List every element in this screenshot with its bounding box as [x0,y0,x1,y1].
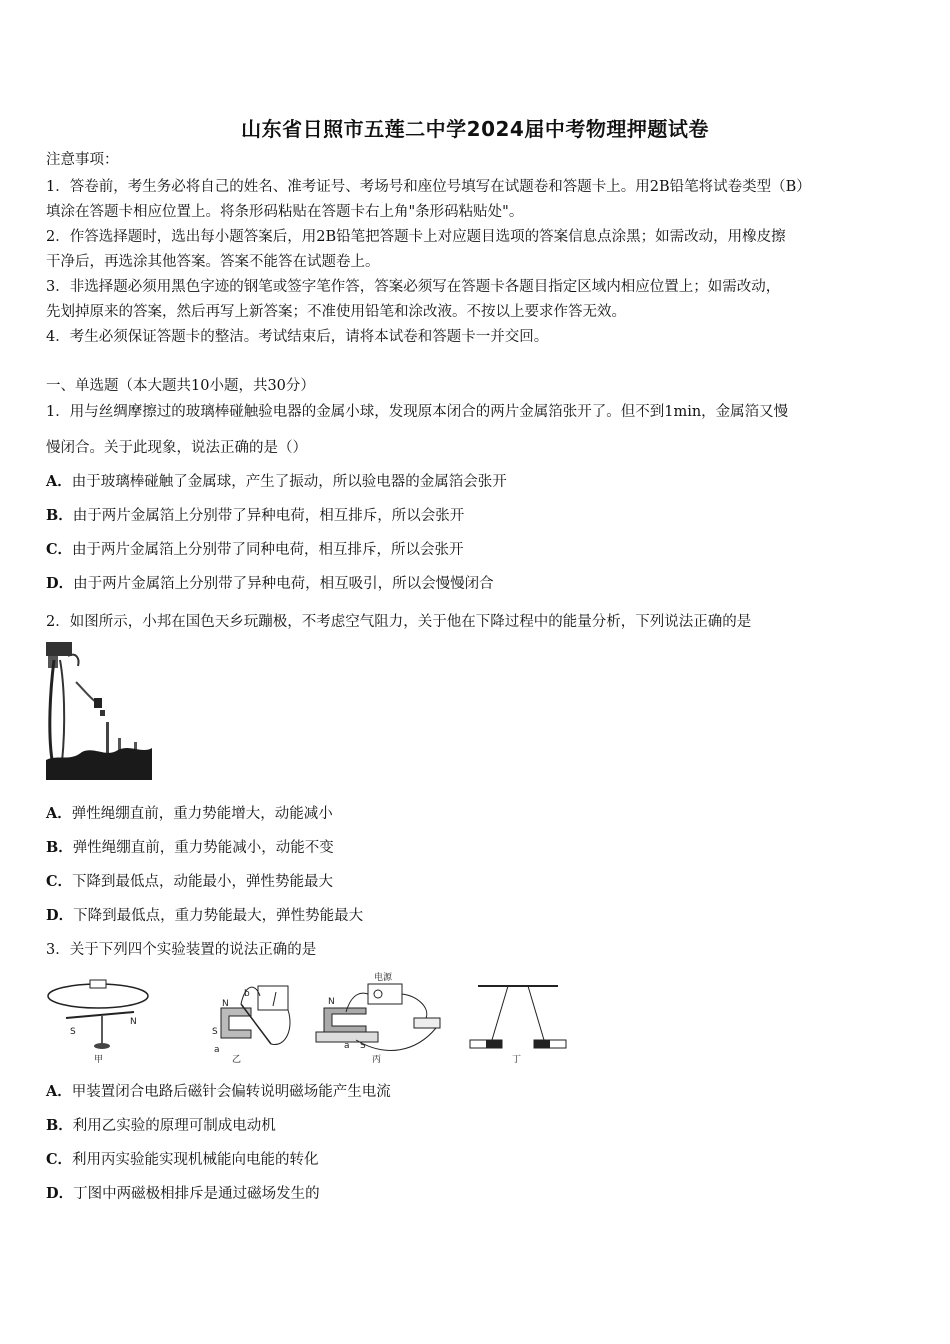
option-key: B． [46,1117,73,1134]
notice-line: 4．考生必须保证答题卡的整洁。考试结束后，请将本试卷和答题卡一并交回。 [46,329,549,345]
notice-line: 先划掉原来的答案，然后再写上新答案；不准使用铅笔和涂改液。不按以上要求作答无效。 [46,304,626,320]
figure-jia [48,980,148,1065]
notice-line: 1．答卷前，考生务必将自己的姓名、准考证号、考场号和座位号填写在试题卷和答题卡上。用2B铅笔将试卷类型（B） [46,179,811,195]
bungee-figure [46,642,152,780]
option-key: A． [46,1083,72,1100]
label-s: S [70,1027,76,1037]
option-text: 下降到最低点，动能最小，弹性势能最大 [72,874,334,890]
label-n: N [328,997,335,1007]
option-text: 由于两片金属箔上分别带了同种电荷，相互排斥，所以会张开 [72,542,464,558]
label-yi: 乙 [232,1055,242,1065]
option-key: D． [46,575,74,592]
option-text: 利用丙实验能实现机械能向电能的转化 [72,1152,319,1168]
label-power: 电源 [374,973,393,983]
question-2-stem: 2．如图所示，小邦在国色天乡玩蹦极，不考虑空气阻力，关于他在下降过程中的能量分析，下列说法正确的是 [46,614,752,630]
notice-heading: 注意事项： [46,152,119,168]
option-text: 由于玻璃棒碰触了金属球，产生了振动，所以验电器的金属箔会张开 [71,474,507,490]
question-2-option-d[interactable] [46,906,906,926]
notice-line: 3．非选择题必须用黑色字迹的钢笔或签字笔作答，答案必须写在答题卡各题目指定区域内相应位置上；如需改动， [46,279,781,295]
experiment-figures [46,972,576,1066]
option-key: B． [46,839,73,856]
option-text: 由于两片金属箔上分别带了异种电荷，相互排斥，所以会张开 [72,508,465,524]
figure-bing [316,972,440,1065]
section-heading: 一、单选题（本大题共10小题，共30分） [46,378,315,394]
option-key: B． [46,507,73,524]
question-2-option-b[interactable] [46,838,906,858]
question-1-stem: 1．用与丝绸摩擦过的玻璃棒碰触验电器的金属小球，发现原本闭合的两片金属箔张开了。但不到1min，金属箔又慢 [46,404,789,420]
label-ding: 丁 [512,1055,522,1065]
question-1-option-a[interactable] [46,472,906,492]
option-text: 丁图中两磁极相排斥是通过磁场发生的 [73,1186,320,1202]
label-s: S [212,1027,218,1037]
question-3-option-d[interactable] [46,1184,906,1204]
question-3-option-a[interactable] [46,1082,906,1102]
label-s: S [360,1041,366,1051]
question-3-stem: 3．关于下列四个实验装置的说法正确的是 [46,942,317,958]
option-text: 下降到最低点，重力势能最大，弹性势能最大 [73,908,364,924]
label-n: N [222,999,229,1009]
notice-line: 填涂在答题卡相应位置上。将条形码粘贴在答题卡右上角"条形码粘贴处"。 [46,204,524,220]
option-key: D． [46,907,74,924]
question-1-stem: 慢闭合。关于此现象，说法正确的是（） [46,440,307,456]
option-key: D． [46,1185,74,1202]
option-text: 由于两片金属箔上分别带了异种电荷，相互吸引，所以会慢慢闭合 [73,576,494,592]
notice-line: 干净后，再选涂其他答案。答案不能答在试题卷上。 [46,254,380,270]
label-jia: 甲 [94,1055,104,1065]
question-3-option-c[interactable] [46,1150,906,1170]
page-title: 山东省日照市五莲二中学2024届中考物理押题试卷 [241,117,709,141]
option-key: C． [46,1151,73,1168]
label-n: N [130,1017,137,1027]
label-bing: 丙 [372,1055,382,1065]
option-text: 利用乙实验的原理可制成电动机 [72,1118,276,1134]
question-3-option-b[interactable] [46,1116,906,1136]
question-1-option-c[interactable] [46,540,906,560]
label-a: a [344,1041,350,1051]
question-1-option-d[interactable] [46,574,906,594]
label-a: a [214,1045,220,1055]
question-2-option-a[interactable] [46,804,906,824]
question-1-option-b[interactable] [46,506,906,526]
option-text: 弹性绳绷直前，重力势能增大，动能减小 [71,806,333,822]
question-2-option-c[interactable] [46,872,906,892]
figure-yi [212,986,290,1065]
option-text: 弹性绳绷直前，重力势能减小，动能不变 [72,840,334,856]
option-key: A． [46,473,72,490]
option-key: A． [46,805,72,822]
option-key: C． [46,873,73,890]
figure-ding [470,986,566,1065]
option-key: C． [46,541,73,558]
option-text: 甲装置闭合电路后磁针会偏转说明磁场能产生电流 [71,1084,391,1100]
notice-line: 2．作答选择题时，选出每小题答案后，用2B铅笔把答题卡上对应题目选项的答案信息点涂黑；如需改动，用橡皮擦 [46,229,786,245]
label-b: b [244,989,250,999]
